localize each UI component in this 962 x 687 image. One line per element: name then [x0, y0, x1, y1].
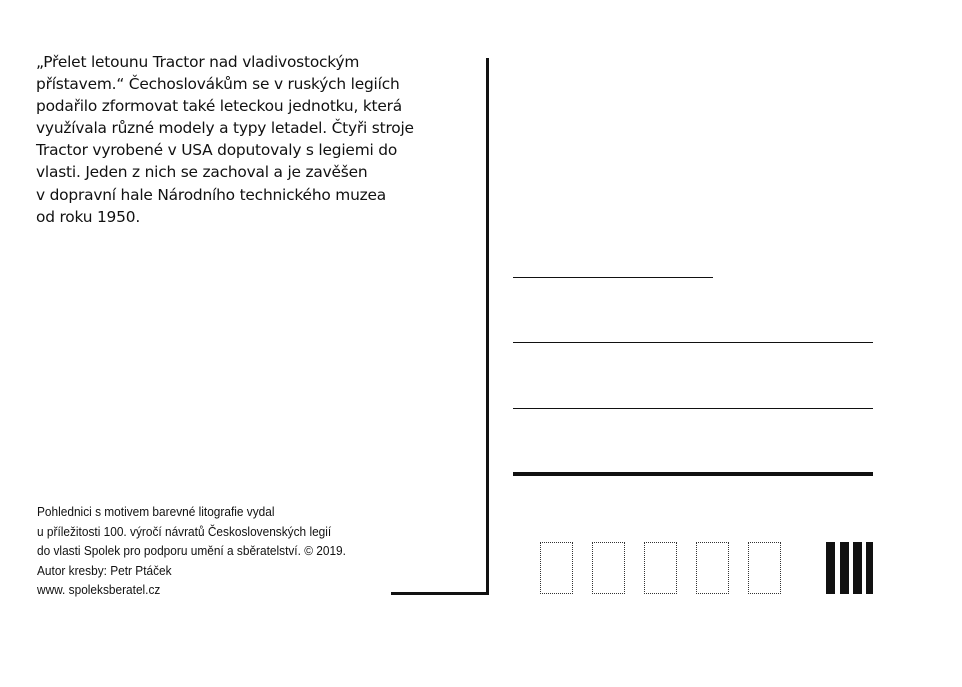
address-line-name — [513, 277, 713, 278]
author-credit: Autor kresby: Petr Ptáček — [37, 562, 172, 578]
description-line: vlasti. Jeden z nich se zachoval a je zavěšen — [36, 163, 368, 182]
postal-code-box[interactable] — [644, 542, 677, 594]
description-line: v dopravní hale Národního technického muzea — [36, 185, 387, 204]
description-line: přístavem.“ Čechoslovákům se v ruských legiích — [36, 75, 400, 94]
postal-code-box[interactable] — [696, 542, 729, 594]
credits-line: do vlasti Spolek pro podporu umění a sběratelství. © 2019. — [37, 543, 346, 558]
description-line: od roku 1950. — [36, 207, 141, 226]
postal-code-bar — [840, 542, 849, 594]
postal-code-box[interactable] — [748, 542, 781, 594]
address-line-city — [513, 408, 873, 409]
credits-line: Pohlednici s motivem barevné litografie vydal — [37, 504, 275, 519]
description-line: Tractor vyrobené v USA doputovaly s legiemi do — [36, 141, 398, 160]
divider-foot — [391, 592, 489, 595]
postal-code-box[interactable] — [540, 542, 573, 594]
center-divider — [486, 58, 489, 595]
postal-code-bar — [866, 542, 873, 594]
website-link[interactable]: www. spoleksberatel.cz — [37, 582, 161, 597]
description-line: využívala různé modely a typy letadel. Čtyři stroje — [36, 119, 414, 138]
description-line: podařilo zformovat také leteckou jednotku, která — [36, 97, 403, 116]
postal-code-bar — [853, 542, 862, 594]
postal-code-bar — [826, 542, 835, 594]
address-line-country — [513, 472, 873, 476]
description-line: „Přelet letounu Tractor nad vladivostockým — [36, 53, 360, 71]
postcard-description — [36, 51, 436, 228]
credits-line: u příležitosti 100. výročí návratů Československých legií — [37, 523, 332, 539]
publisher-credits — [37, 502, 361, 600]
postal-code-box[interactable] — [592, 542, 625, 594]
address-line-street — [513, 342, 873, 343]
